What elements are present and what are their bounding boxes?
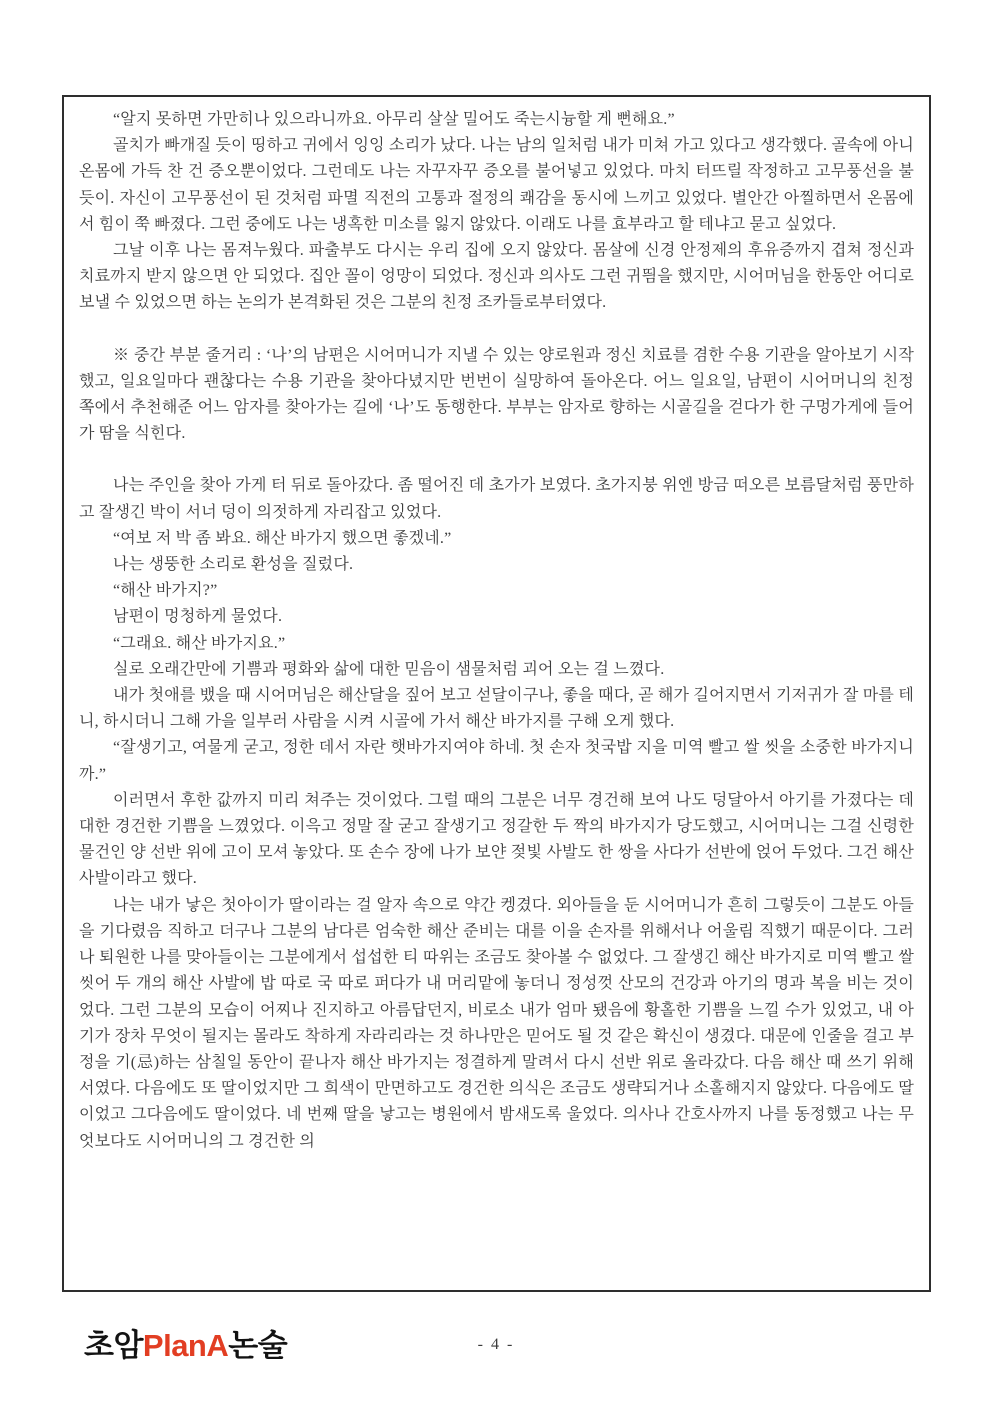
paragraph-summary-note: ※ 중간 부분 줄거리 : ‘나’의 남편은 시어머니가 지낼 수 있는 양로원과 정신 치료를 겸한 수용 기관을 알아보기 시작했고, 일요일마다 괜찮다는 수용 기관을 찾아다녔지만 번번이 실망하여 돌아온다. 어느 일요일, 남편이 시어머니의 친정 쪽에서 추천해준 어느 암자를 찾아가는 길에 ‘나’도 동행한다. 부부는 암자로 향하는 시골길을 걷다가 한 구멍가게에 들어가 땀을 식힌다. xyxy=(79,346,914,443)
paragraph-dialogue: “그래요. 해산 바가지요.” xyxy=(113,634,286,652)
logo-text-nonsul: 논술 xyxy=(228,1328,288,1363)
page-footer xyxy=(0,1310,992,1380)
paragraph: 나는 내가 낳은 첫아이가 딸이라는 걸 알자 속으로 약간 켕겼다. 외아들을 둔 시어머니가 흔히 그렇듯이 그분도 아들을 기다렸음 직하고 더구나 그분의 남다른 엄숙한 해산 준비는 대를 이을 손자를 위해서나 어울림 직했기 때문이다. 그러나 퇴원한 나를 맞아들이는 그분에게서 섭섭한 티 따위는 조금도 찾아볼 수 없었다. 그 잘생긴 해산 바가지로 미역 빨고 쌀 씻어 두 개의 해산 사발에 밥 따로 국 따로 퍼다가 내 머리맡에 놓더니 정성껏 산모의 건강과 아기의 명과 복을 비는 것이었다. 그런 그분의 모습이 어찌나 진지하고 아름답던지, 비로소 내가 엄마 됐음에 황홀한 기쁨을 느낄 수가 있었고, 내 아기가 장차 무엇이 될지는 몰라도 착하게 자라리라는 것 하나만은 믿어도 될 것 같은 확신이 생겼다. 대문에 인줄을 걸고 부정을 기(忌)하는 삼칠일 동안이 끝나자 해산 바가지는 정결하게 말려서 다시 선반 위로 올라갔다. 다음 해산 때 쓰기 위해서였다. 다음에도 또 딸이었지만 그 희색이 만면하고도 경건한 의식은 조금도 생략되거나 소홀해지지 않았다. 다음에도 딸이었고 그다음에도 딸이었다. 네 번째 딸을 낳고는 병원에서 밤새도록 울었다. 의사나 간호사까지 나를 동정했고 나는 무엇보다도 시어머니의 그 경건한 의 xyxy=(79,896,914,1150)
paragraph: 이러면서 후한 값까지 미리 쳐주는 것이었다. 그럴 때의 그분은 너무 경건해 보여 나도 덩달아서 아기를 가졌다는 데 대한 경건한 기쁨을 느꼈었다. 이윽고 정말 잘 굳고 잘생기고 정갈한 두 짝의 바가지가 당도했고, 시어머니는 그걸 신령한 물건인 양 선반 위에 고이 모셔 놓았다. 또 손수 장에 나가 보얀 젖빛 사발도 한 쌍을 사다가 선반에 얹어 두었다. 그건 해산 사발이라고 했다. xyxy=(79,791,914,888)
paragraph-dialogue: “잘생기고, 여물게 굳고, 정한 데서 자란 햇바가지여야 하네. 첫 손자 첫국밥 지을 미역 빨고 쌀 씻을 소중한 바가지니까.” xyxy=(79,739,914,783)
paragraph: 나는 생뚱한 소리로 환성을 질렀다. xyxy=(113,556,354,574)
paragraph: 실로 오래간만에 기쁨과 평화와 삶에 대한 믿음이 샘물처럼 괴어 오는 걸 느꼈다. xyxy=(113,660,665,678)
text-border-frame xyxy=(62,95,931,1292)
page-number: - 4 - xyxy=(477,1336,515,1353)
paragraph-dialogue: “해산 바가지?” xyxy=(113,582,218,600)
paragraph-dialogue: “여보 저 박 좀 봐요. 해산 바가지 했으면 좋겠네.” xyxy=(113,529,452,547)
paragraph: “알지 못하면 가만히나 있으라니까요. 아무리 살살 밀어도 죽는시늉할 게 뻔해요.” xyxy=(113,111,675,128)
paragraph: 그날 이후 나는 몸져누웠다. 파출부도 다시는 우리 집에 오지 않았다. 몸살에 신경 안정제의 후유증까지 겹쳐 정신과 치료까지 받지 않으면 안 되었다. 집안 꼴이 엉망이 되었다. 정신과 의사도 그런 귀띔을 했지만, 시어머님을 한동안 어디로 보낼 수 있었으면 하는 논의가 본격화된 것은 그분의 친정 조카들로부터였다. xyxy=(79,242,914,312)
paragraph: 내가 첫애를 뱄을 때 시어머님은 해산달을 짚어 보고 섣달이구나, 좋을 때다, 곧 해가 길어지면서 기저귀가 잘 마를 테니, 하시더니 그해 가을 일부러 사람을 시켜 시골에 가서 해산 바가지를 구해 오게 했다. xyxy=(79,687,914,731)
logo-text-plana: PlanA xyxy=(142,1328,229,1363)
logo-text-choam: 초암 xyxy=(84,1328,143,1363)
paragraph: 나는 주인을 찾아 가게 터 뒤로 돌아갔다. 좀 떨어진 데 초가가 보였다. 초가지붕 위엔 방금 떠오른 보름달처럼 풍만하고 잘생긴 박이 서너 덩이 의젓하게 자리잡고 있었다. xyxy=(79,477,914,521)
paragraph: 골치가 빠개질 듯이 띵하고 귀에서 잉잉 소리가 났다. 나는 남의 일처럼 내가 미쳐 가고 있다고 생각했다. 골속에 아니 온몸에 가득 찬 건 증오뿐이었다. 그런데도 나는 자꾸자꾸 증오를 불어넣고 있었다. 마치 터뜨릴 작정하고 고무풍선을 불듯이. 자신이 고무풍선이 된 것처럼 파멸 직전의 고통과 절정의 쾌감을 동시에 느끼고 있었다. 별안간 아찔하면서 온몸에서 힘이 쭉 빠졌다. 그런 중에도 나는 냉혹한 미소를 잃지 않았다. 이래도 나를 효부라고 할 테냐고 묻고 싶었다. xyxy=(79,137,914,233)
paragraph: 남편이 멍청하게 물었다. xyxy=(113,608,283,626)
